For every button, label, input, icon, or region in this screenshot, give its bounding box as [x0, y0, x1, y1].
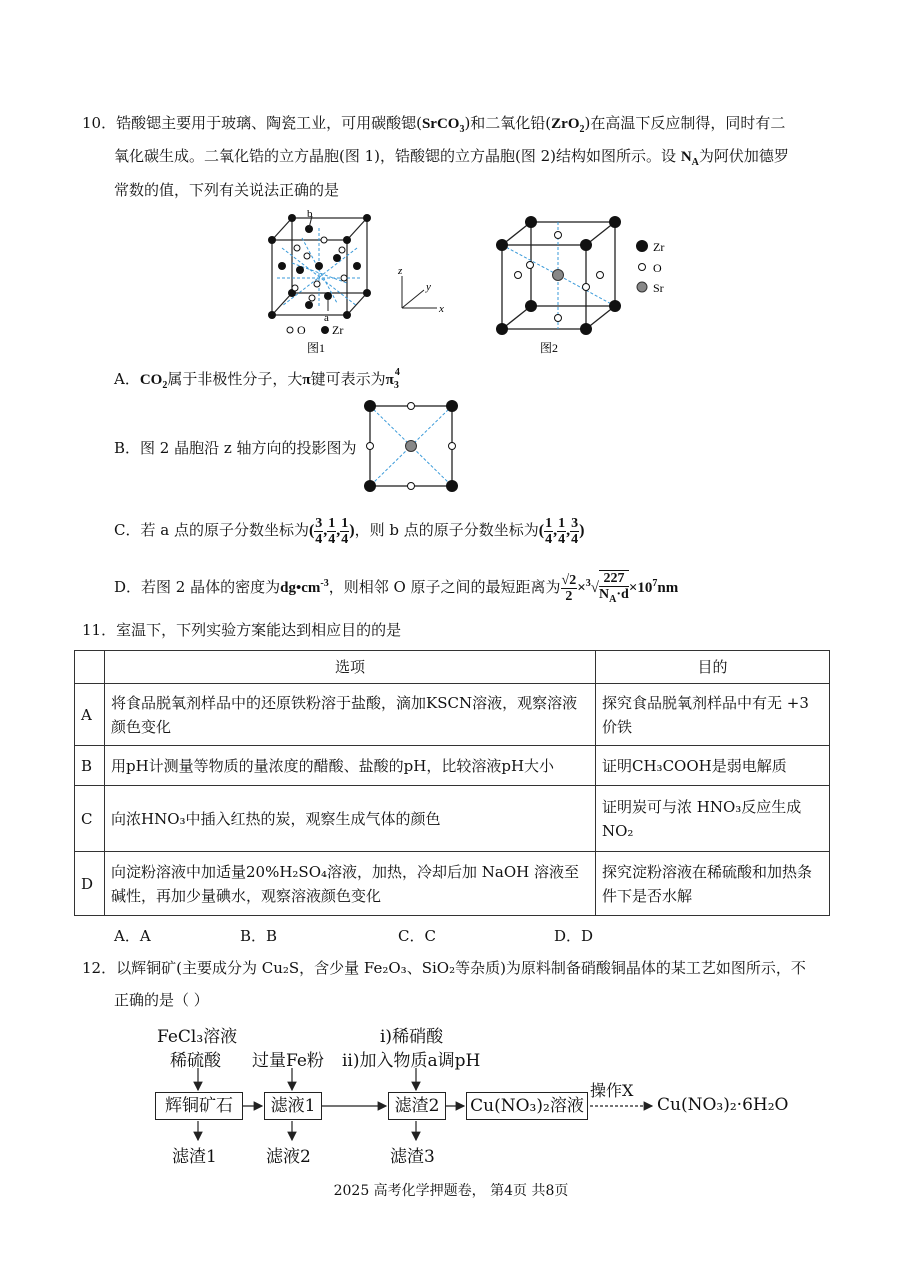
operation-x: 操作X: [590, 1081, 634, 1100]
option-a-text: 属于非极性分子，大: [167, 370, 303, 388]
box-ore: 辉铜矿石: [155, 1092, 243, 1120]
q12-line2: 正确的是（ ）: [114, 991, 209, 1009]
q10-stem-part: )和二氧化铅(: [464, 114, 552, 132]
q10-stem-part: 锆酸锶主要用于玻璃、陶瓷工业，可用碳酸锶(: [116, 114, 422, 132]
axis-y-label: y: [426, 281, 431, 293]
product: Cu(NO₃)₂·6H₂O: [657, 1095, 789, 1115]
pi-symbol: π: [302, 372, 311, 388]
reagent-h2so4: 稀硫酸: [170, 1051, 221, 1071]
choice-b[interactable]: B．B: [240, 927, 278, 945]
q10-stem-part: 为阿伏加德罗: [698, 147, 789, 165]
row-option: 向浓HNO₃中插入红热的炭，观察生成气体的颜色: [105, 786, 596, 852]
page-footer: 2025 高考化学押题卷， 第4页 共8页: [333, 1183, 569, 1199]
axis-z-label: z: [398, 265, 403, 277]
box-filtrate1: 滤液1: [264, 1092, 322, 1120]
row-key: A: [75, 684, 105, 746]
output-filtrate2: 滤液2: [266, 1147, 311, 1167]
row-key: B: [75, 746, 105, 786]
row-key: C: [75, 786, 105, 852]
density-value: $dg•cm^{-3}$: [280, 578, 329, 596]
fig2-legend-o: O: [653, 261, 662, 275]
fig1-label-b: b: [307, 208, 313, 220]
option-c-text: ，则 b 点的原子分数坐标为: [354, 521, 539, 539]
header-cell: 目的: [596, 651, 830, 684]
fig2-legend-sr: Sr: [653, 281, 664, 295]
coord-b: ( $\frac{1}{4}$ , $\frac{1}{4}$ , $\frac{3}{4}$ ): [538, 515, 585, 547]
q11-number: 11．: [82, 621, 117, 639]
reagent-adjust-ph: ii)加入物质a调pH: [342, 1051, 481, 1071]
q10-stem-part: )在高温下反应制得，同时有二: [584, 114, 786, 132]
q10-line3: 常数的值，下列有关说法正确的是: [114, 181, 340, 199]
coord-a: ( $\frac{3}{4}$ , $\frac{1}{4}$ , $\frac{1}{4}$ ): [308, 515, 355, 547]
distance-formula: $\frac{√2}{2}$ ×$^3$√ $\frac{227}{N_A\cdot d}$ $\times 10^7nm$: [561, 571, 679, 605]
row-option: 用pH计测量等物质的量浓度的醋酸、盐酸的pH，比较溶液pH大小: [105, 746, 596, 786]
fig2-legend-zr: Zr: [653, 240, 665, 254]
fig1-caption: 图1: [307, 341, 326, 355]
fig1-legend-zr: Zr: [332, 323, 344, 337]
fig1-legend-o: O: [297, 323, 306, 337]
row-option: 将食品脱氧剂样品中的还原铁粉溶于盐酸，滴加KSCN溶液，观察溶液颜色变化: [105, 684, 596, 746]
row-purpose: 探究淀粉溶液在稀硫酸和加热条件下是否水解: [596, 852, 830, 916]
srco3-formula: SrCO$_3$: [421, 116, 465, 135]
option-d-text: ，则相邻 O 原子之间的最短距离为: [328, 578, 561, 596]
box-cu-nitrate-solution: Cu(NO₃)₂溶液: [466, 1092, 588, 1120]
fig2-caption: 图2: [540, 341, 559, 355]
q10-option-b: B．图 2 晶胞沿 z 轴方向的投影图为: [114, 439, 357, 457]
output-residue1: 滤渣1: [172, 1147, 217, 1167]
header-cell: 选项: [105, 651, 596, 684]
choice-c[interactable]: C．C: [398, 927, 436, 945]
option-d-text: D．若图 2 晶体的密度为: [114, 578, 281, 596]
pi-3-4: $\pi_3^4$: [385, 367, 400, 391]
q10-stem-part: 氧化碳生成。二氧化锆的立方晶胞(图 1)，锆酸锶的立方晶胞(图 2)结构如图所示。设: [114, 147, 681, 165]
na-symbol: $N_A$: [680, 149, 699, 168]
reagent-hno3: i)稀硝酸: [380, 1027, 444, 1047]
box-residue2: 滤渣2: [388, 1092, 446, 1120]
output-residue3: 滤渣3: [390, 1147, 435, 1167]
reagent-fecl3: FeCl₃溶液: [157, 1027, 238, 1047]
reagent-fe-powder: 过量Fe粉: [252, 1051, 324, 1071]
row-purpose: 证明CH₃COOH是弱电解质: [596, 746, 830, 786]
co2-formula: $CO_2$: [139, 372, 168, 391]
q12-stem-text: 以辉铜矿(主要成分为 Cu₂S，含少量 Fe₂O₃、SiO₂等杂质)为原料制备硝酸铜晶体的某工艺如图所示，不: [116, 959, 806, 977]
option-a-text: 键可表示为: [310, 370, 386, 388]
q11-stem-text: 室温下，下列实验方案能达到相应目的的是: [116, 621, 402, 639]
option-label: A．: [114, 370, 140, 388]
row-purpose: 证明炭可与浓 HNO₃反应生成 NO₂: [596, 786, 830, 852]
choice-a[interactable]: A．A: [114, 927, 151, 945]
axis-x-label: x: [439, 303, 444, 315]
option-c-text: C．若 a 点的原子分数坐标为: [114, 521, 309, 539]
choice-d[interactable]: D．D: [554, 927, 594, 945]
q10-number: 10．: [82, 114, 117, 132]
q12-number: 12．: [82, 959, 117, 977]
zro2-formula: ZrO$_2$: [551, 116, 585, 135]
row-key: D: [75, 852, 105, 916]
row-option: 向淀粉溶液中加适量20%H₂SO₄溶液，加热，冷却后加 NaOH 溶液至碱性，再加少量碘水，观察溶液颜色变化: [105, 852, 596, 916]
row-purpose: 探究食品脱氧剂样品中有无 +3 价铁: [596, 684, 830, 746]
fig1-label-a: a: [324, 312, 329, 324]
